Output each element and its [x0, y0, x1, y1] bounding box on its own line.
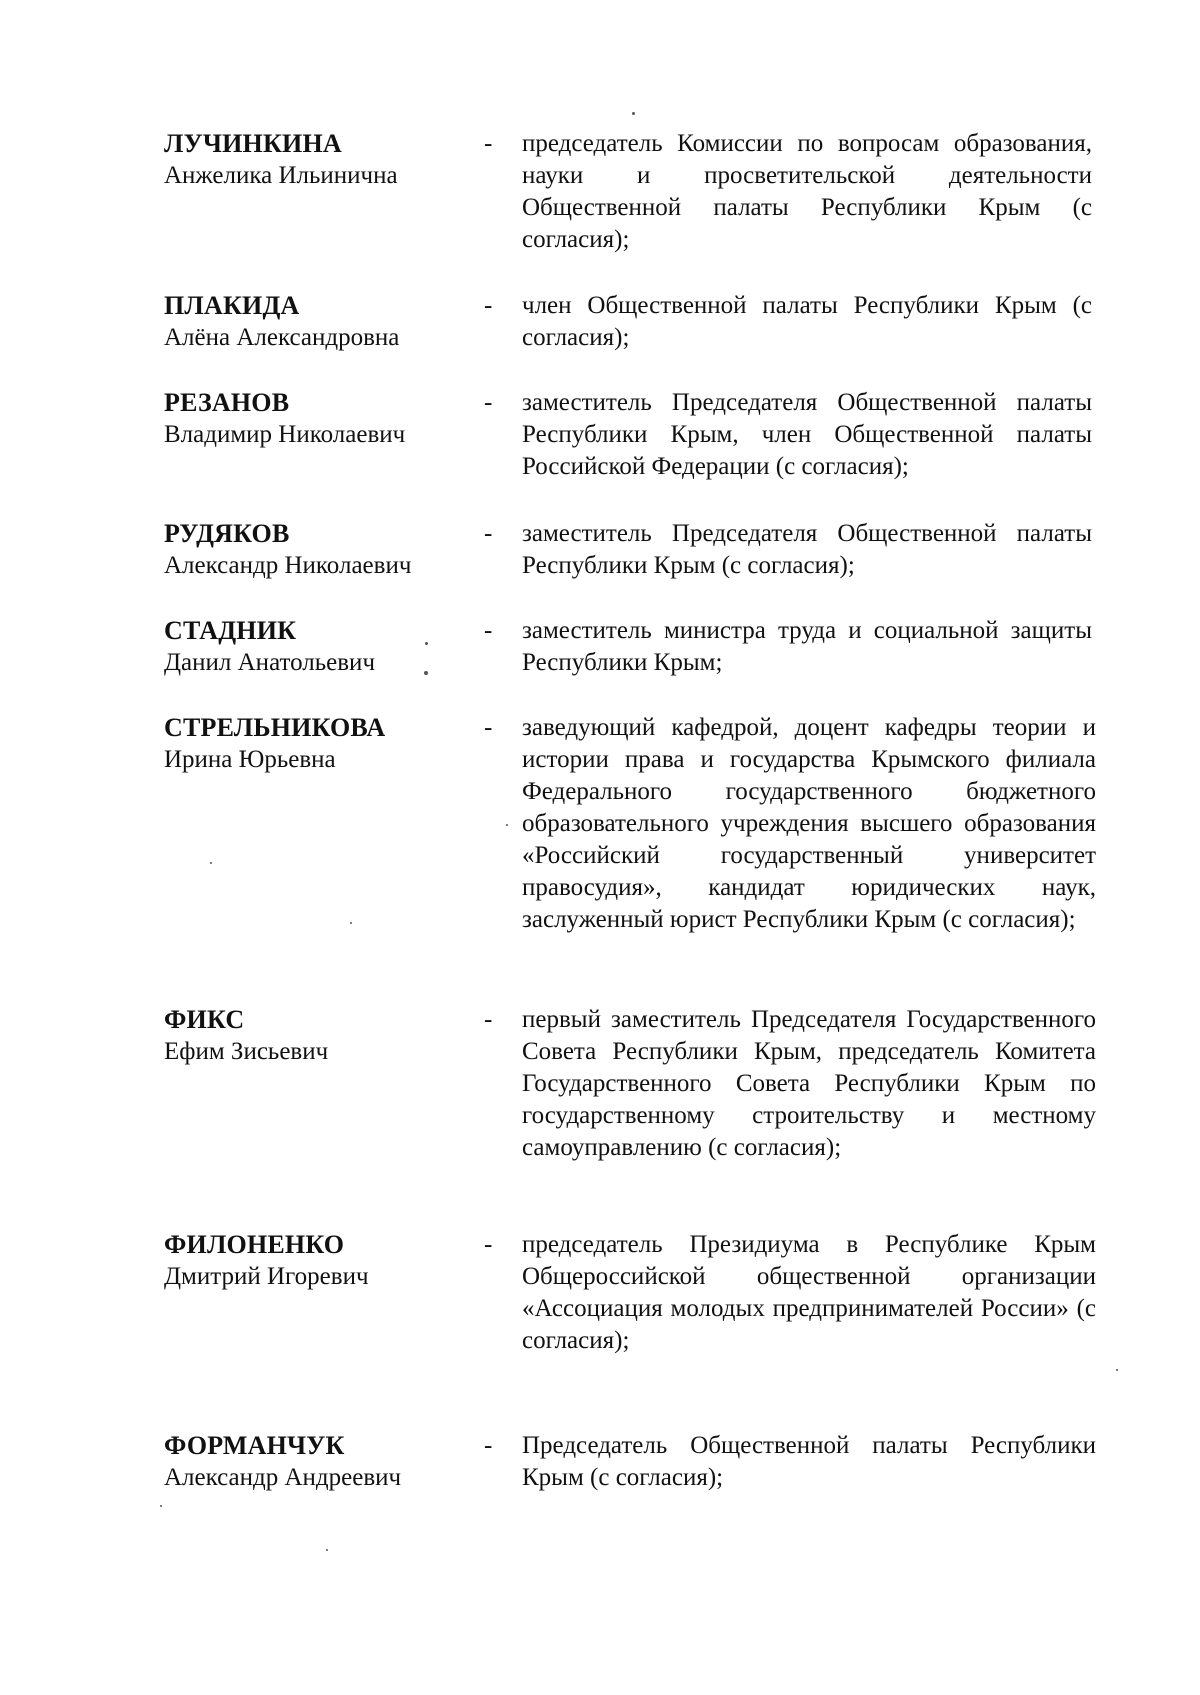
dash-separator: - — [484, 389, 493, 416]
member-surname: ФИЛОНЕНКО — [164, 1230, 345, 1259]
member-name — [164, 615, 474, 679]
member-given-name: Дмитрий Игоревич — [164, 1263, 369, 1290]
member-given-name: Ирина Юрьевна — [164, 746, 336, 773]
member-surname: ФОРМАНЧУК — [164, 1431, 345, 1460]
member-surname: ФИКС — [164, 1005, 245, 1034]
member-surname: СТАДНИК — [164, 616, 297, 645]
dash-separator: - — [484, 617, 493, 644]
scan-speck — [210, 862, 212, 864]
member-surname: ПЛАКИДА — [164, 291, 300, 320]
member-description: заведующий кафедрой, доцент кафедры теории и истории права и государства Крымского филиала Федерального государственного бюджетного образовательного учреждения высшего образования «Российский государственный университет правосудия», кандидат юридических наук, заслуженный юрист Республики Крым (с согласия); — [522, 714, 1096, 933]
dash-separator: - — [484, 1432, 493, 1459]
scan-speck — [506, 824, 508, 826]
member-given-name: Александр Николаевич — [164, 552, 412, 579]
dash-separator: - — [484, 130, 493, 157]
member-name — [164, 290, 474, 354]
dash-separator: - — [484, 520, 493, 547]
scan-speck — [1116, 1369, 1118, 1371]
member-name — [164, 1004, 474, 1068]
scan-speck — [424, 671, 428, 675]
member-description: первый заместитель Председателя Государственного Совета Республики Крым, председатель Комитета Государственного Совета Республики Крым по государственному строительству и местному самоуправлению (с согласия); — [522, 1006, 1096, 1161]
member-given-name: Ефим Зисьевич — [164, 1038, 329, 1065]
member-name — [164, 1430, 474, 1494]
member-given-name: Владимир Николаевич — [164, 421, 406, 448]
member-surname: ЛУЧИНКИНА — [164, 129, 342, 158]
member-description: заместитель Председателя Общественной палаты Республики Крым, член Общественной палаты Российской Федерации (с согласия); — [522, 389, 1092, 480]
member-name — [164, 712, 474, 776]
member-description: председатель Президиума в Республике Крым Общероссийской общественной организации «Ассоциация молодых предпринимателей России» (с согласия); — [522, 1231, 1096, 1354]
scan-speck — [326, 1549, 328, 1551]
scan-speck — [632, 112, 635, 115]
scan-speck — [350, 922, 352, 924]
member-given-name: Данил Анатольевич — [164, 649, 376, 676]
scan-speck — [160, 1505, 162, 1507]
member-surname: РЕЗАНОВ — [164, 388, 290, 417]
member-description: председатель Комиссии по вопросам образования, науки и просветительской деятельности Общественной палаты Республики Крым (с согласия); — [522, 130, 1092, 253]
member-description: Председатель Общественной палаты Республики Крым (с согласия); — [522, 1432, 1096, 1491]
member-name — [164, 387, 474, 451]
member-surname: РУДЯКОВ — [164, 519, 290, 548]
member-given-name: Алёна Александровна — [164, 324, 400, 351]
member-name — [164, 128, 474, 192]
dash-separator: - — [484, 1006, 493, 1033]
member-name — [164, 1229, 474, 1293]
dash-separator: - — [484, 714, 493, 741]
member-description: член Общественной палаты Республики Крым (с согласия); — [522, 292, 1092, 351]
dash-separator: - — [484, 1231, 493, 1258]
member-surname: СТРЕЛЬНИКОВА — [164, 713, 386, 742]
member-name — [164, 518, 474, 582]
dash-separator: - — [484, 292, 493, 319]
scan-speck — [425, 642, 428, 645]
member-description: заместитель министра труда и социальной защиты Республики Крым; — [522, 617, 1092, 676]
member-given-name: Александр Андреевич — [164, 1464, 402, 1491]
member-description: заместитель Председателя Общественной палаты Республики Крым (с согласия); — [522, 520, 1092, 579]
member-given-name: Анжелика Ильинична — [164, 162, 398, 189]
